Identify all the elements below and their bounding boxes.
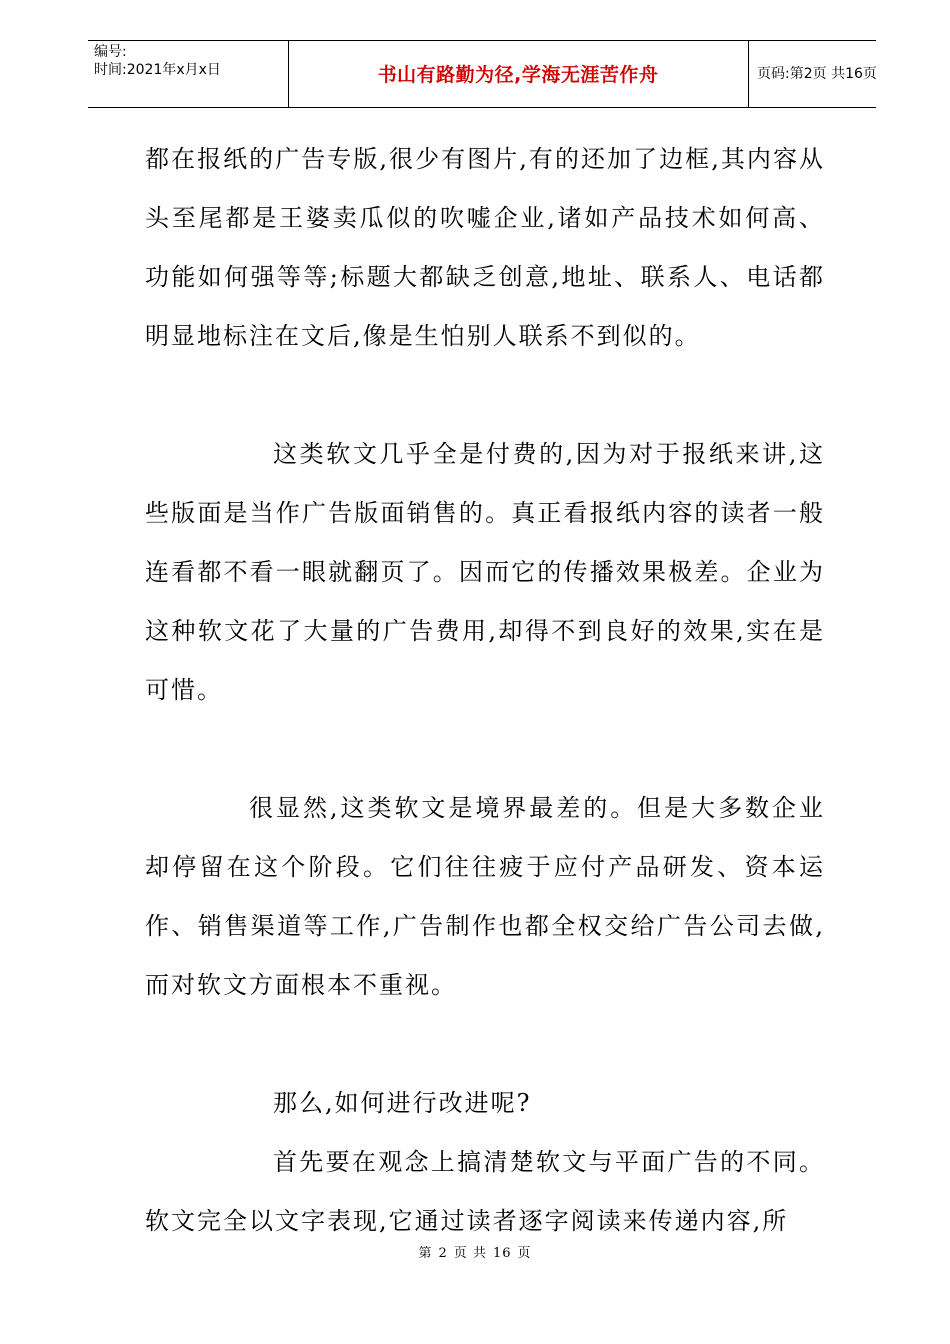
footer-total-pages: 16 [492,1246,512,1261]
paragraph: 这类软文几乎全是付费的,因为对于报纸来讲,这些版面是当作广告版面销售的。真正看报纸内容的读者一般连看都不看一眼就翻页了。因而它的传播效果极差。企业为这种软文花了大量的广告费用,却得不到良好的效果,实在是可惜。 [145,440,825,704]
document-date-label: 时间:2021年x月x日 [94,62,221,78]
paragraph: 很显然,这类软文是境界最差的。但是大多数企业却停留在这个阶段。它们往往疲于应付产品研发、资本运作、销售渠道等工作,广告制作也都全权交给广告公司去做,而对软文方面根本不重视。 [145,794,825,999]
paragraph-gap [145,1015,825,1074]
paragraph-gap [145,366,825,425]
paragraph-gap [145,720,825,779]
header-page-number: 页码:第2页 共16页 [757,66,877,82]
paragraph: 首先要在观念上搞清楚软文与平面广告的不同。软文完全以文字表现,它通过读者逐字阅读来传递内容,所 [145,1148,825,1235]
page-footer [0,1245,950,1263]
document-body [145,130,825,1251]
header-page-cell [749,41,876,107]
paragraph: 那么,如何进行改进呢? [273,1089,532,1117]
header-motto-cell [288,41,749,107]
document-number-label: 编号: [94,44,127,60]
header-meta-cell [88,41,289,107]
paragraph: 都在报纸的广告专版,很少有图片,有的还加了边框,其内容从头至尾都是王婆卖瓜似的吹嘘企业,诸如产品技术如何高、功能如何强等等;标题大都缺乏创意,地址、联系人、电话都明显地标注在文后,像是生怕别人联系不到似的。 [145,145,825,350]
footer-page-number: 2 [438,1246,448,1261]
footer-suffix: 页 [517,1246,532,1261]
footer-prefix: 第 [418,1246,433,1261]
page-header [88,40,876,108]
header-motto: 书山有路勤为径,学海无涯苦作舟 [377,64,659,86]
footer-middle: 页 共 [453,1246,487,1261]
